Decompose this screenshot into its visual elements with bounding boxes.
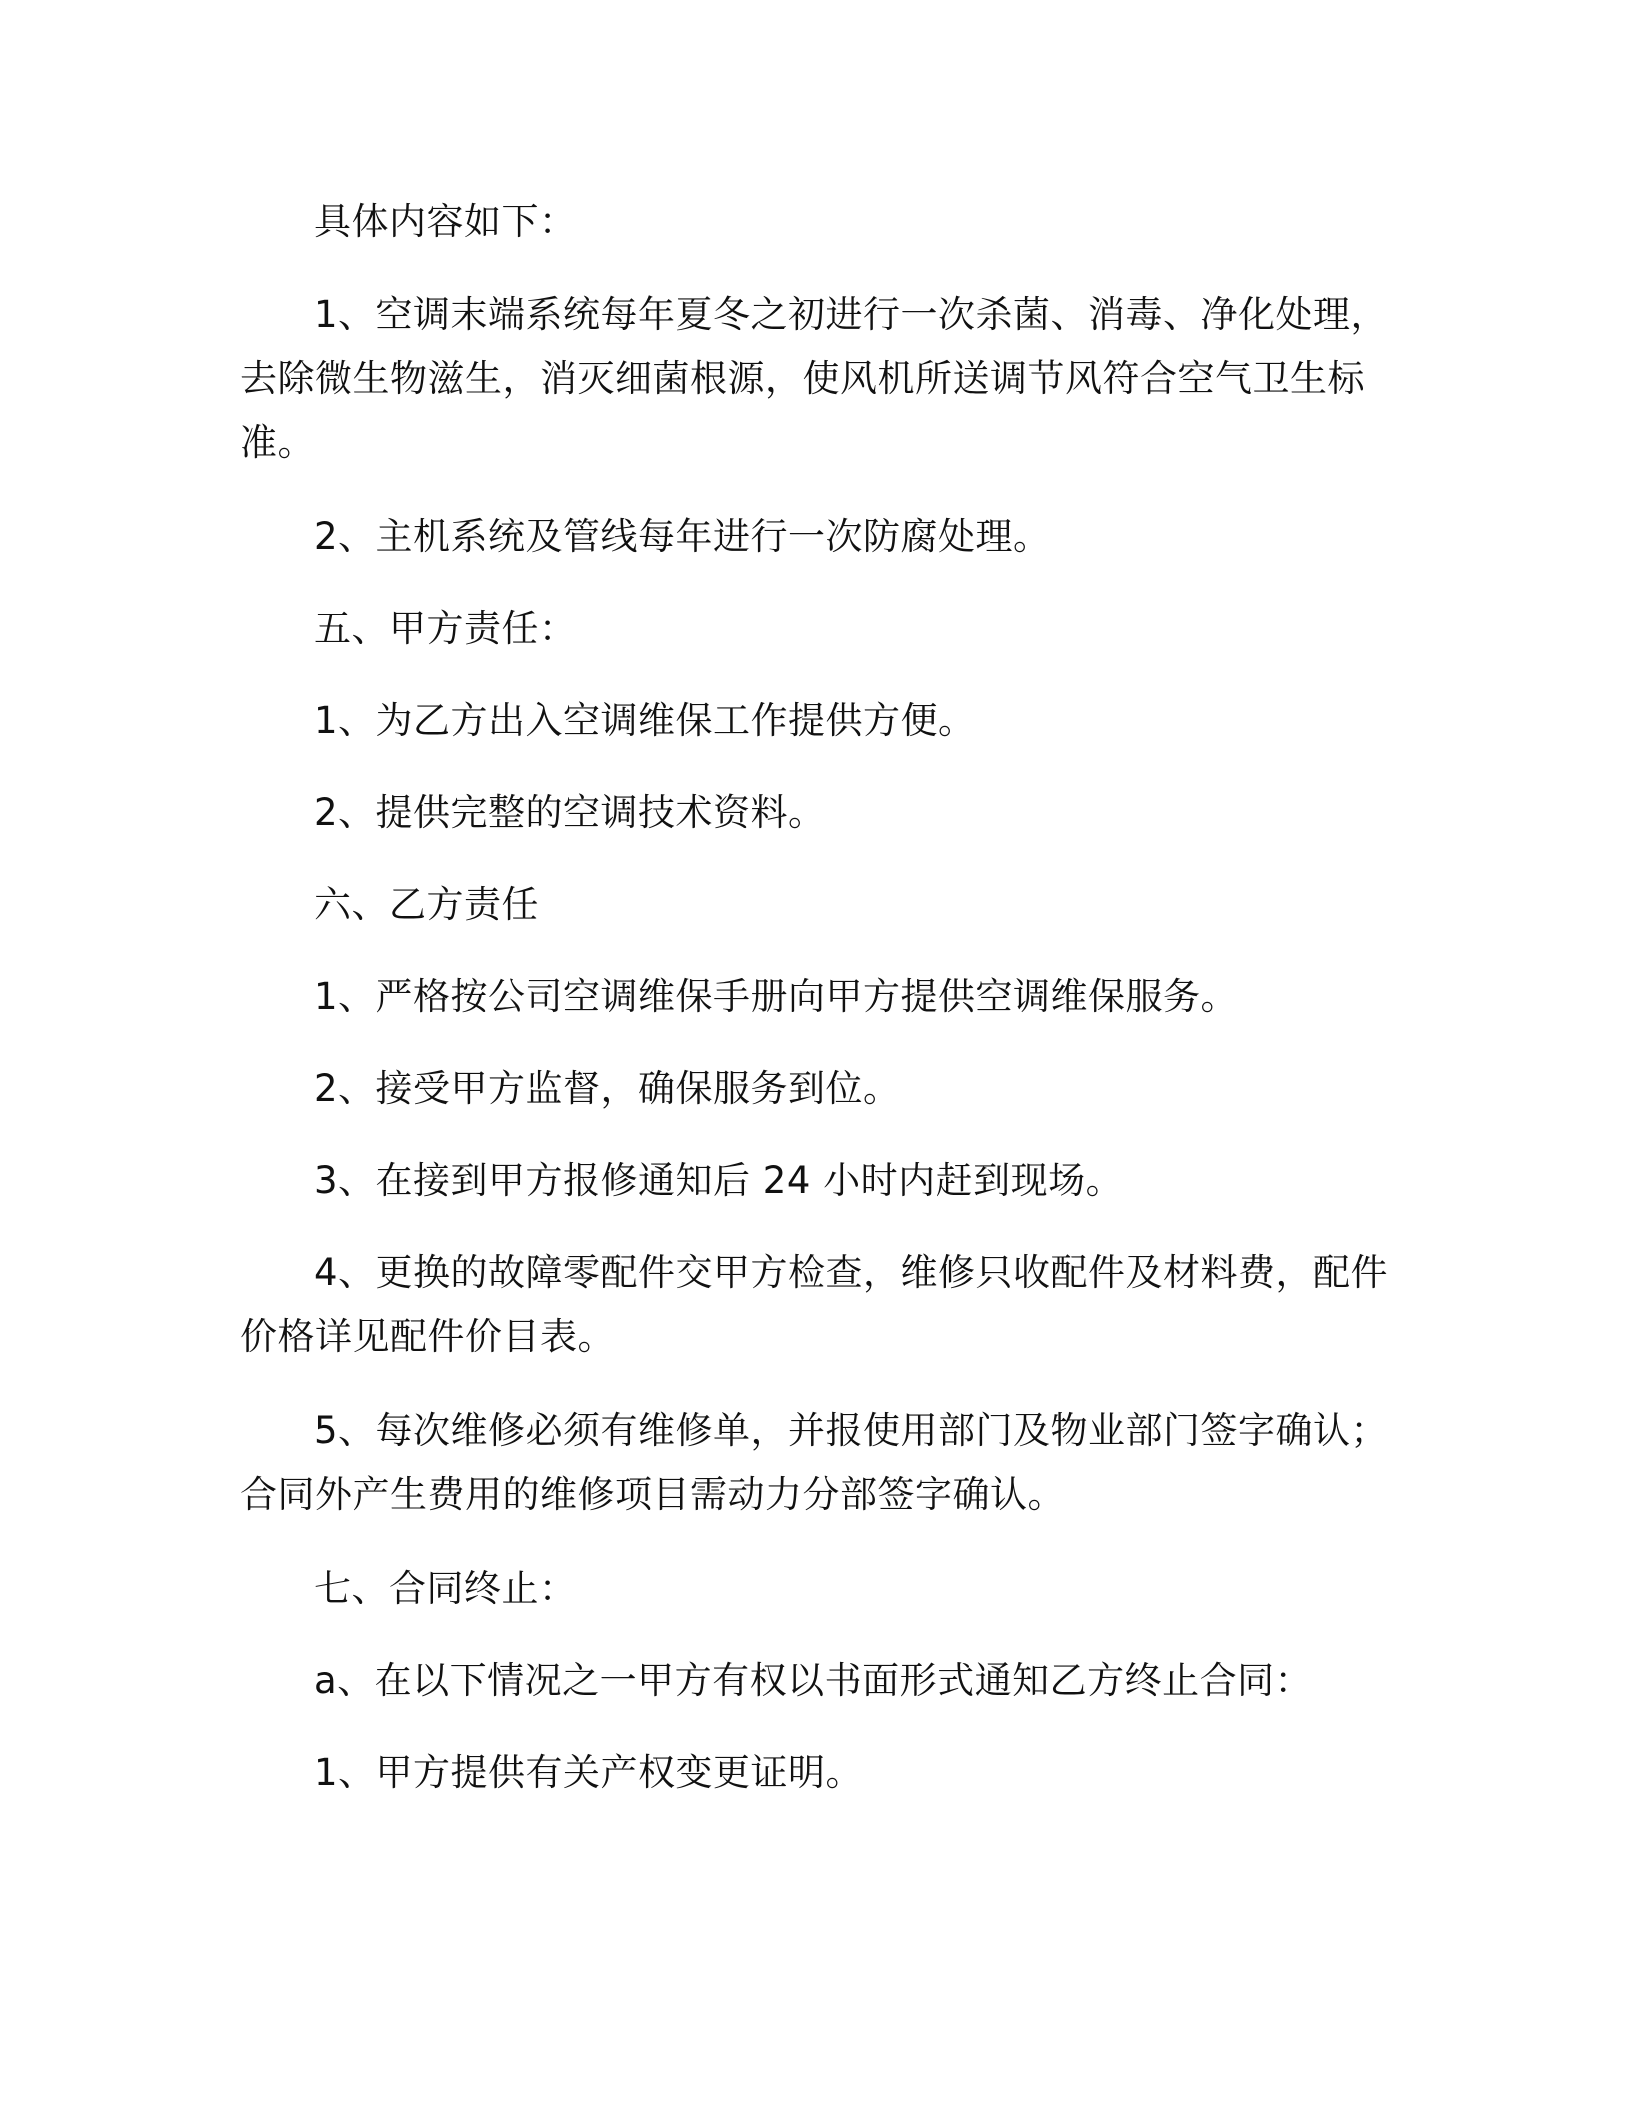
text-line: 七、合同终止：	[314, 1567, 577, 1610]
text-line: 4、更换的故障零配件交甲方检查，维修只收配件及材料费，配件	[314, 1251, 1389, 1294]
text-line: 价格详见配件价目表。	[240, 1315, 615, 1358]
text-line: 3、在接到甲方报修通知后 24 小时内赶到现场。	[314, 1159, 1124, 1202]
paragraph-party-b-3	[240, 1149, 1392, 1213]
section-heading-party-b	[240, 873, 1392, 937]
section-heading-termination	[240, 1557, 1392, 1621]
text-line: 去除微生物滋生，消灭细菌根源，使风机所送调节风符合空气卫生标	[240, 357, 1365, 400]
text-line: 具体内容如下：	[314, 200, 577, 243]
paragraph-party-b-1	[240, 965, 1392, 1029]
paragraph-termination-1	[240, 1741, 1392, 1805]
text-line: 2、主机系统及管线每年进行一次防腐处理。	[314, 515, 1051, 558]
text-line: a、在以下情况之一甲方有权以书面形式通知乙方终止合同：	[314, 1659, 1313, 1702]
text-line: 1、空调末端系统每年夏冬之初进行一次杀菌、消毒、净化处理，	[314, 293, 1389, 336]
paragraph-party-b-2	[240, 1057, 1392, 1121]
paragraph-item-1-sterilization	[240, 283, 1392, 475]
paragraph-item-2-anticorrosion	[240, 505, 1392, 569]
paragraph-intro	[240, 190, 1392, 254]
paragraph-party-a-1	[240, 689, 1392, 753]
text-line: 5、每次维修必须有维修单，并报使用部门及物业部门签字确认；	[314, 1409, 1389, 1452]
text-line: 准。	[240, 421, 315, 464]
text-line: 1、为乙方出入空调维保工作提供方便。	[314, 699, 976, 742]
text-line: 2、提供完整的空调技术资料。	[314, 791, 826, 834]
text-line: 合同外产生费用的维修项目需动力分部签字确认。	[240, 1473, 1065, 1516]
section-heading-party-a	[240, 597, 1392, 661]
paragraph-party-b-4	[240, 1241, 1392, 1369]
paragraph-party-a-2	[240, 781, 1392, 845]
paragraph-termination-a	[240, 1649, 1392, 1713]
text-line: 2、接受甲方监督，确保服务到位。	[314, 1067, 901, 1110]
text-line: 五、甲方责任：	[314, 607, 577, 650]
text-line: 六、乙方责任	[314, 883, 539, 926]
paragraph-party-b-5	[240, 1399, 1392, 1527]
text-line: 1、严格按公司空调维保手册向甲方提供空调维保服务。	[314, 975, 1239, 1018]
text-line: 1、甲方提供有关产权变更证明。	[314, 1751, 864, 1794]
